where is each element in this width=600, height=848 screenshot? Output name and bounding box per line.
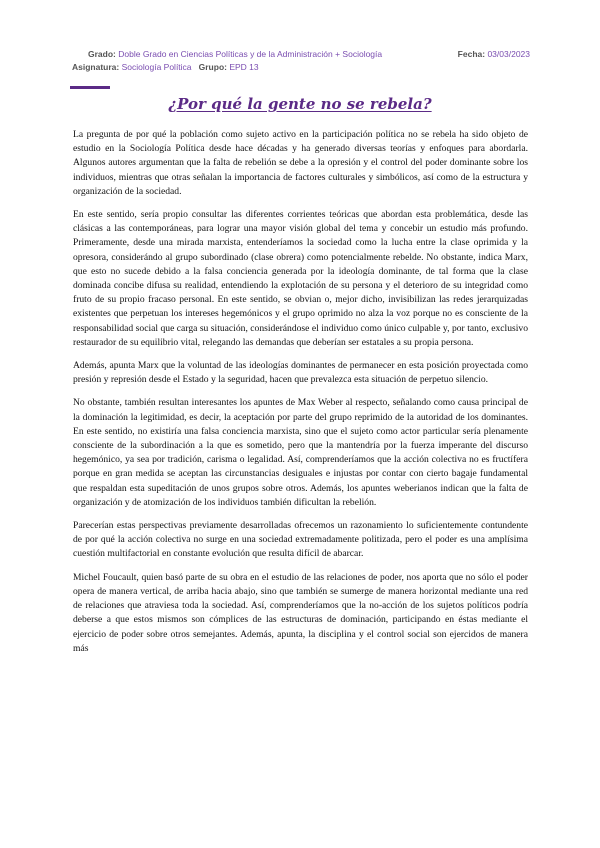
header-row-1 bbox=[70, 48, 530, 61]
grado-label: Grado: bbox=[88, 49, 116, 59]
grado-value: Doble Grado en Ciencias Políticas y de la Administración + Sociología bbox=[118, 49, 383, 59]
paragraph: En este sentido, sería propio consultar las diferentes corrientes teóricas que abordan esta problemática, desde las clásicas a las contemporáneas, para lograr una mayor visión global del tema y concebir un estudio más profundo. Primeramente, desde una mirada marxista, entenderíamos la sociedad como la lucha entre la clase oprimida y la opresora, considerándo al grupo subordinado (clase obrera) como potencialmente rebelde. No obstante, indica Marx, que esto no sucede debido a la falsa conciencia generada por la ideología dominante, de tal forma que la clase dominada concibe difusa su realidad, entendiendo la explotación de su persona y el deterioro de su integridad como fruto de su propio fracaso personal. En este sentido, se obvian o, mejor dicho, invisibilizan las redes jerarquizadas existentes que perpetuan los intereses hegemónicos y el grupo oprimido no alza la voz porque no es consciente de la responsabilidad social que carga su situación, considerándose el individuo como único culpable y, por tanto, exclusivo restaurador de su equilibrio vital, relegando las demandas que deberían ser estatales a su propia persona. bbox=[73, 209, 528, 348]
paragraph: La pregunta de por qué la población como sujeto activo en la participación política no se rebela ha sido objeto de estudio en la Sociología Política desde hace décadas y ha generado diversas teorías y enfoques para abordarla. Algunos autores argumentan que la falta de rebelión se debe a la opresión y el control del poder dominante sobre los individuos, mientras que otras señalan la importancia de factores culturales y simbólicos, así como de la estructura y organización de la sociedad. bbox=[73, 129, 528, 197]
paragraph: Parecerían estas perspectivas previamente desarrolladas ofrecemos un razonamiento lo suficientemente contundente de por qué la acción colectiva no surge en una sociedad extremadamente politizada, pero el poder es una amplísima cuestión multifactorial en constante evolución que resulta difícil de abarcar. bbox=[73, 520, 528, 560]
grupo-value: EPD 13 bbox=[229, 62, 259, 72]
document-title: ¿Por qué la gente no se rebela? bbox=[168, 95, 432, 113]
paragraph: Michel Foucault, quien basó parte de su obra en el estudio de las relaciones de poder, nos aporta que no sólo el poder opera de manera vertical, de arriba hacia abajo, sino que también se sumerge de manera horizontal mediante una red de relaciones que atraviesa toda la sociedad. Así, comprenderíamos que la no-acción de los sujetos políticos podría deberse a que estos mismos son cómplices de las estructuras de dominación, participando en éstas mediante el ejercicio de poder sobre otros semejantes. Además, apunta, la disciplina y el control social son ejercidos de manera más bbox=[73, 571, 528, 654]
asignatura-label: Asignatura: bbox=[72, 62, 120, 72]
paragraph: No obstante, también resultan interesantes los apuntes de Max Weber al respecto, señalando como causa principal de la dominación la legitimidad, es decir, la aceptación por parte del grupo reprimido de la autoridad de los dominantes. En este sentido, no existiría una falsa conciencia marxista, sino que el sujeto como actor particular sería plenamente consciente de la subordinación a la que es sometido, pero que la mantendría por la fuerza imperante del discurso hegemónico, ya sea por tradición, carisma o legalidad. Así, comprenderíamos que la acción colectiva no es fructífera porque en gran medida se aceptan las circunstancias desiguales e injustas por contar con cierto bagaje fundamental que respaldan esta supeditación de unos grupos sobre otros. Además, los apuntes weberianos indican que la falta de organización y de atomización de los individuos también dificultan la rebelión. bbox=[73, 397, 528, 508]
asignatura-value: Sociología Política bbox=[121, 62, 192, 72]
fecha-label: Fecha: bbox=[457, 49, 486, 59]
document-header bbox=[70, 48, 530, 74]
paragraph: Además, apunta Marx que la voluntad de las ideologías dominantes de permanecer en esta posición proyectada como presión y represión desde el Estado y la seguridad, hacen que prevalezca esta situación de perpetuo silencio. bbox=[73, 360, 528, 386]
grado-field bbox=[88, 48, 382, 60]
fecha-field bbox=[458, 48, 530, 60]
header-row-2 bbox=[70, 61, 530, 74]
asignatura-field bbox=[72, 61, 259, 73]
header-divider bbox=[70, 86, 110, 89]
grupo-label: Grupo: bbox=[198, 62, 227, 72]
document-body bbox=[73, 128, 528, 665]
fecha-value: 03/03/2023 bbox=[487, 49, 530, 59]
